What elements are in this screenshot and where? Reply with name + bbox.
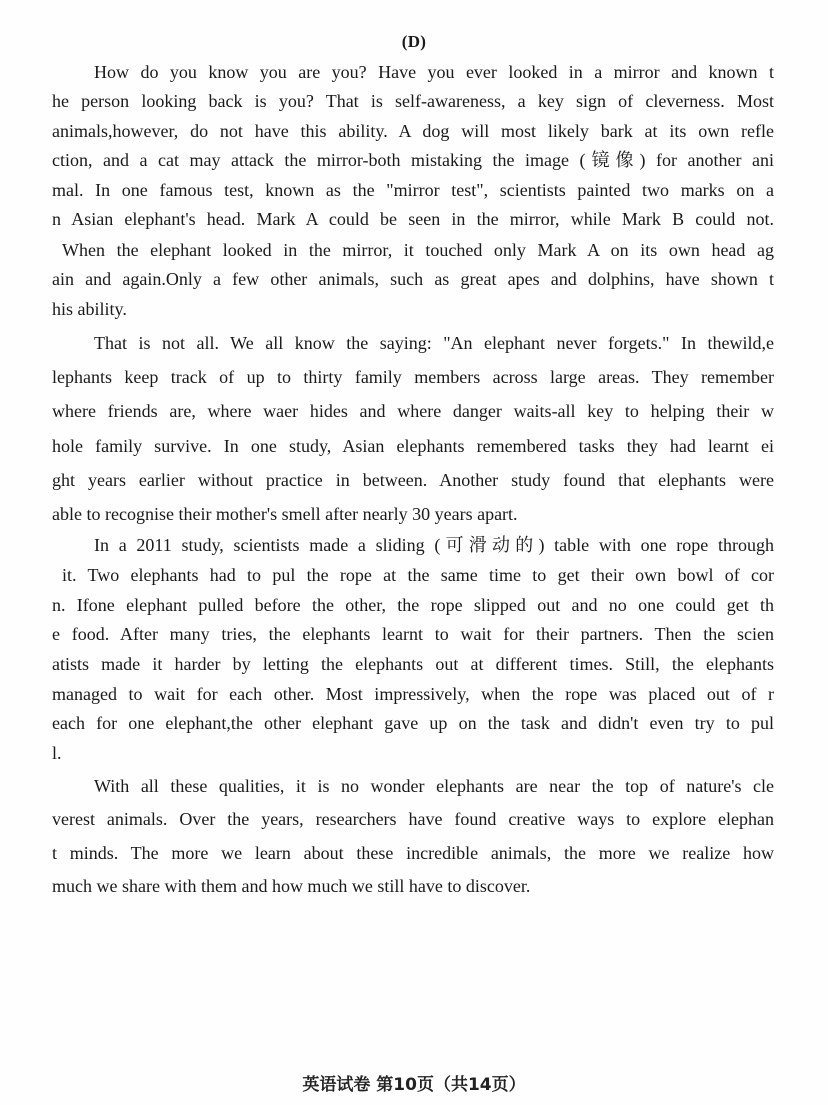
paragraph-line: e food. After many tries, the elephants learnt to wait for their partners. Then the scien xyxy=(52,624,774,644)
paragraph-line: hole family survive. In one study, Asian elephants remembered tasks they had learnt ei xyxy=(52,436,774,456)
paragraph-line: it. Two elephants had to pul the rope at the same time to get their own bowl of cor xyxy=(62,565,774,585)
paragraph-line: verest animals. Over the years, researchers have found creative ways to explore elephan xyxy=(52,809,774,829)
page-footer: 英语试卷 第10页（共14页） xyxy=(302,1075,526,1095)
paragraph-line: lephants keep track of up to thirty family members across large areas. They remember xyxy=(52,367,774,387)
paragraph-line: l. xyxy=(52,743,62,763)
paragraph-line: much we share with them and how much we still have to discover. xyxy=(52,876,531,896)
paragraph-line: animals,however, do not have this ability. A dog will most likely bark at its own refle xyxy=(52,121,774,141)
paragraph-line: With all these qualities, it is no wonder elephants are near the top of nature's cle xyxy=(94,776,774,796)
paragraph-line: he person looking back is you? That is self-awareness, a key sign of cleverness. Most xyxy=(52,91,774,111)
paragraph-line: each for one elephant,the other elephant gave up on the task and didn't even try to pul xyxy=(52,713,774,733)
paragraph-line: t minds. The more we learn about these incredible animals, the more we realize how xyxy=(52,843,774,863)
paragraph-line: his ability. xyxy=(52,299,127,319)
paragraph-line: n. Ifone elephant pulled before the other, the rope slipped out and no one could get th xyxy=(52,595,774,615)
paragraph-line: How do you know you are you? Have you ever looked in a mirror and known t xyxy=(94,62,774,82)
paragraph-line: where friends are, where waer hides and where danger waits-all key to helping their w xyxy=(52,401,774,421)
paragraph-line: When the elephant looked in the mirror, it touched only Mark A on its own head ag xyxy=(62,240,774,260)
passage-heading: (D) xyxy=(401,32,427,51)
paragraph-line: That is not all. We all know the saying: "An elephant never forgets." In thewild,e xyxy=(94,333,774,353)
paragraph-line: able to recognise their mother's smell after nearly 30 years apart. xyxy=(52,504,518,524)
paragraph-line: In a 2011 study, scientists made a sliding (可滑动的) table with one rope through xyxy=(94,535,774,555)
paragraph-line: n Asian elephant's head. Mark A could be seen in the mirror, while Mark B could not. xyxy=(52,209,774,229)
paragraph-line: mal. In one famous test, known as the "mirror test", scientists painted two marks on a xyxy=(52,180,774,200)
paragraph-line: atists made it harder by letting the elephants out at different times. Still, the elephants xyxy=(52,654,774,674)
paragraph-line: ction, and a cat may attack the mirror-both mistaking the image (镜像) for another ani xyxy=(52,150,774,170)
paragraph-line: ain and again.Only a few other animals, such as great apes and dolphins, have shown t xyxy=(52,269,774,289)
paragraph-line: managed to wait for each other. Most impressively, when the rope was placed out of r xyxy=(52,684,774,704)
paragraph-line: ght years earlier without practice in between. Another study found that elephants were xyxy=(52,470,774,490)
